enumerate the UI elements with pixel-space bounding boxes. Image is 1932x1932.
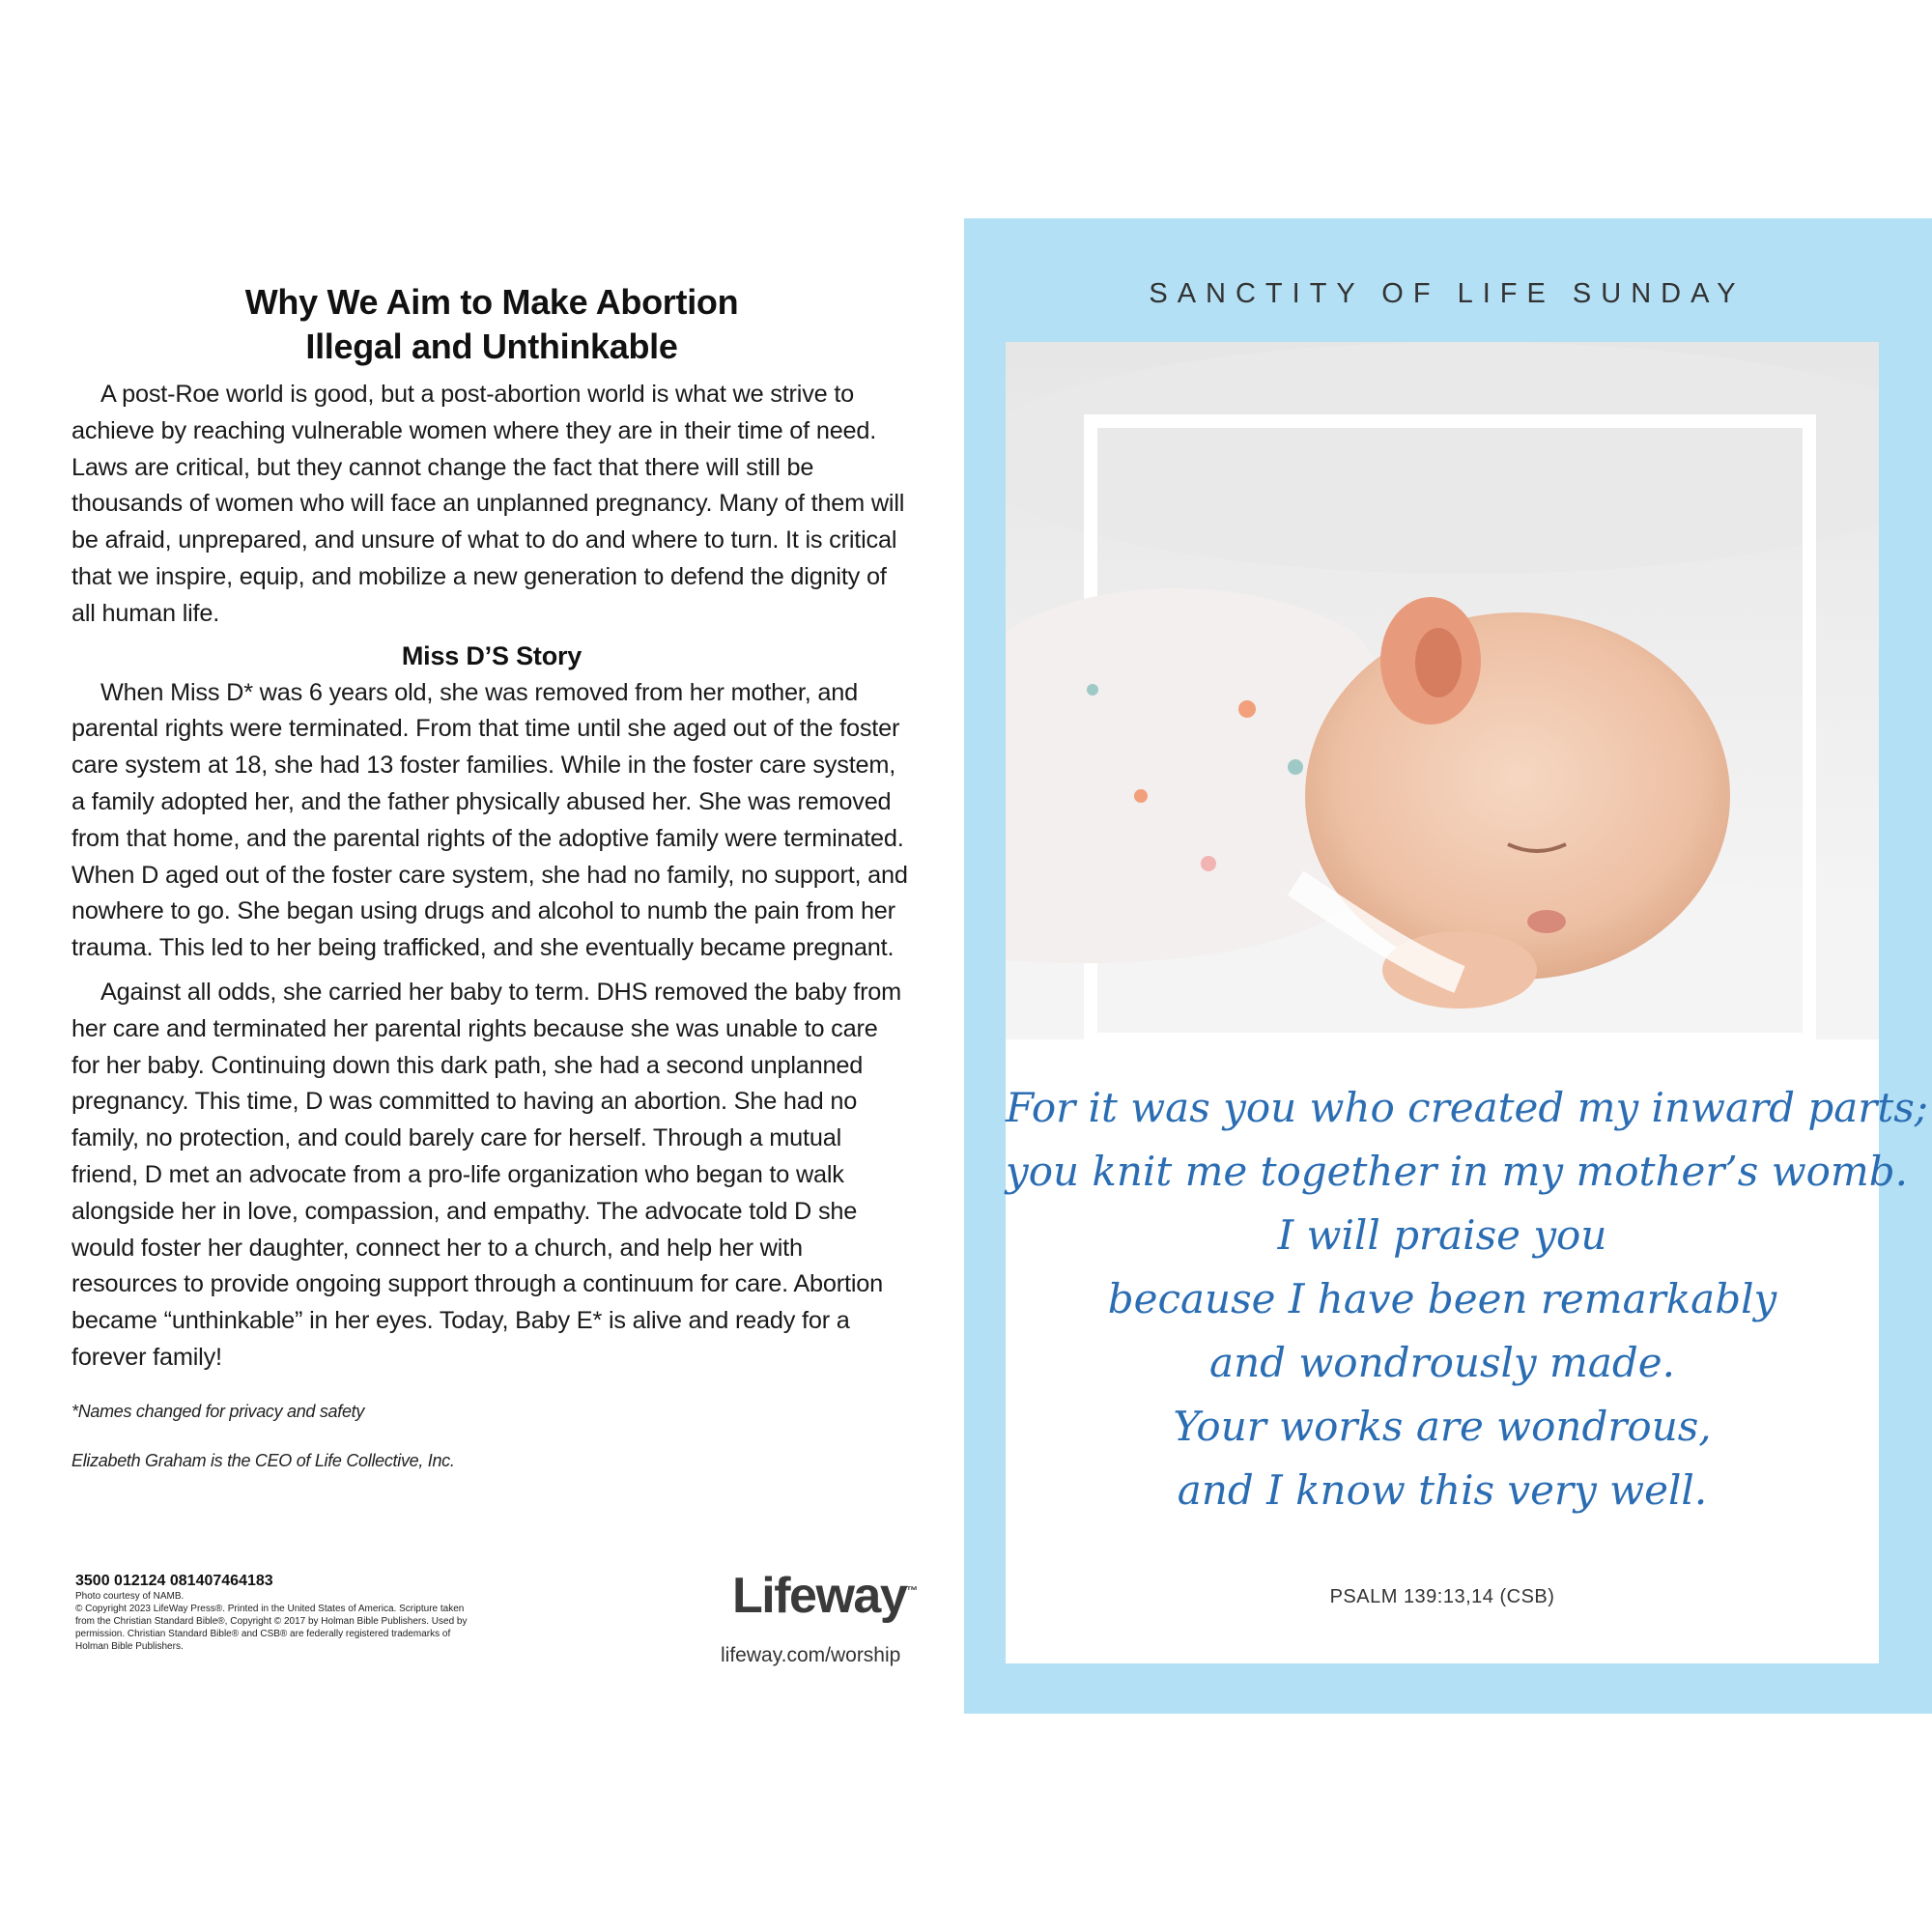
article-title-line-1: Why We Aim to Make Abortion (244, 282, 739, 322)
article-body (71, 377, 912, 1377)
verse-line: and I know this very well. (1177, 1466, 1708, 1514)
product-code: 3500 012124 081407464183 (75, 1573, 273, 1589)
scripture-verse (1006, 1076, 1928, 1522)
verse-line: Your works are wondrous, (1173, 1403, 1712, 1450)
lifeway-wordmark: Lifeway (732, 1568, 907, 1624)
names-footnote: *Names changed for privacy and safety (71, 1401, 365, 1421)
verse-line: I will praise you (1277, 1211, 1607, 1259)
author-byline: Elizabeth Graham is the CEO of Life Collective, Inc. (71, 1450, 455, 1470)
verse-line: you knit me together in my mother’s womb. (1006, 1148, 1908, 1195)
baby-photo (1006, 342, 1879, 1039)
article-title-line-2: Illegal and Unthinkable (305, 327, 678, 366)
cover-panel (964, 218, 1932, 1714)
verse-line: because I have been remarkably (1107, 1275, 1777, 1322)
scripture-reference: PSALM 139:13,14 (CSB) (1329, 1586, 1555, 1607)
copyright-notice: © Copyright 2023 LifeWay Press®. Printed in the United States of America. Scripture taken from the Christian Standard Bible®, Copyright © 2017 by Holman Bible Publishers. Used by permission. Christian Standard Bible® and CSB® are federally registered trademarks of Holman Bible Publishers. (75, 1604, 468, 1652)
story-heading: Miss D’S Story (401, 640, 582, 670)
verse-line: For it was you who created my inward parts; (1006, 1084, 1928, 1131)
website-link[interactable]: lifeway.com/worship (721, 1644, 901, 1666)
trademark-mark: ™ (906, 1583, 919, 1598)
intro-paragraph: A post-Roe world is good, but a post-abortion world is what we strive to achieve by reaching vulnerable women where they are in their time of need. Laws are critical, but they cannot change the fact that there will still be thousands of women who will face an unplanned pregnancy. Many of them will be afraid, unprepared, and unsure of what to do and where to turn. It is critical that we inspire, equip, and mobilize a new generation to defend the dignity of all human life. (71, 381, 905, 627)
article-title (71, 280, 912, 369)
story-paragraph-1: When Miss D* was 6 years old, she was removed from her mother, and parental rights were terminated. From that time until she aged out of the foster care system at 18, she had 13 foster families. While in the foster care system, a family adopted her, and the father physically abused her. She was removed from that home, and the parental rights of the adoptive family were terminated. When D aged out of the foster care system, she had no family, no support, and nowhere to go. She began using drugs and alcohol to numb the pain from her trauma. This led to her being trafficked, and she eventually became pregnant. (71, 678, 908, 962)
verse-line: and wondrously made. (1209, 1339, 1675, 1386)
cover-eyebrow: SANCTITY OF LIFE SUNDAY (1149, 278, 1746, 309)
legal-block (75, 1573, 481, 1653)
story-paragraph-2: Against all odds, she carried her baby to term. DHS removed the baby from her care and terminated her parental rights because she was unable to care for her baby. Continuing down this dark path, she had a second unplanned pregnancy. This time, D was committed to having an abortion. She had no family, no protection, and could barely care for herself. Through a mutual friend, D met an advocate from a pro-life organization who began to walk alongside her in love, compassion, and empathy. The advocate told D she would foster her daughter, connect her to a church, and help her with resources to provide ongoing support through a continuum for care. Abortion became “unthinkable” in her eyes. Today, Baby E* is alive and ready for a forever family! (71, 978, 902, 1371)
article-panel (71, 280, 912, 1690)
photo-credit: Photo courtesy of NAMB. (75, 1591, 185, 1602)
baby-photo-illustration (1006, 342, 1879, 1039)
lifeway-logo (732, 1567, 918, 1625)
cover-card (1006, 342, 1928, 1663)
